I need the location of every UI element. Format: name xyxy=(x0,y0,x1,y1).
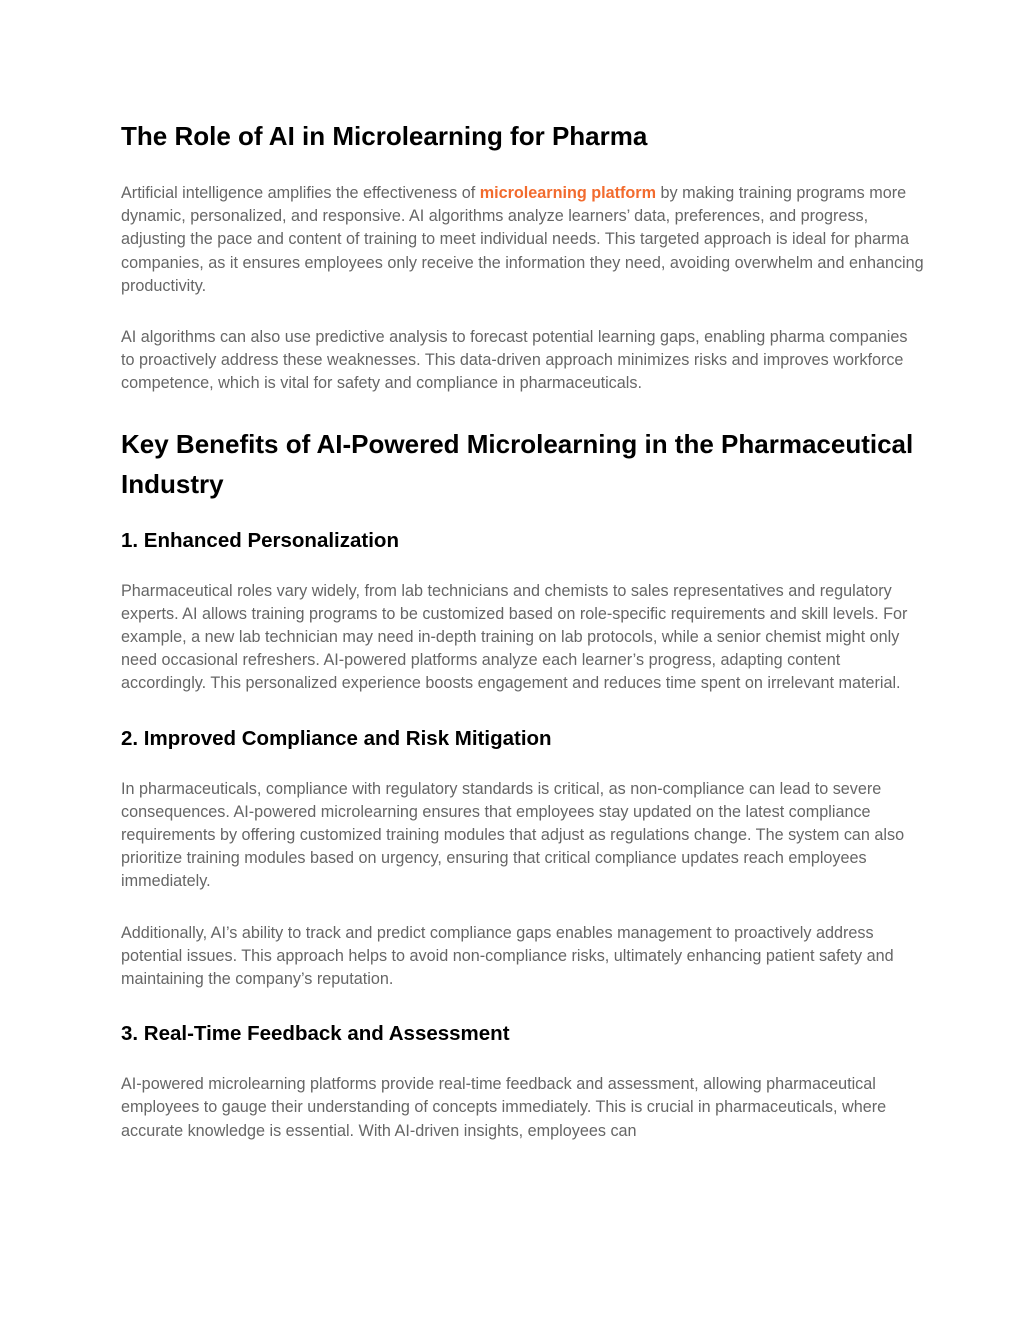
section-heading-feedback: 3. Real-Time Feedback and Assessment xyxy=(121,1022,510,1046)
intro-paragraph xyxy=(121,182,924,298)
feedback-paragraph: AI-powered microlearning platforms provide real-time feedback and assessment, allowing pharmaceutical employees to gauge their understanding of concepts immediately. This is crucial in pharmaceuticals, where accurate knowledge is essential. With AI-driven insights, employees can xyxy=(121,1075,887,1140)
predictive-analysis-paragraph: AI algorithms can also use predictive analysis to forecast potential learning gaps, enabling pharma companies to proactively address these weaknesses. This data-driven approach minimizes risks and improves workforce competence, which is vital for safety and compliance in pharmaceuticals. xyxy=(121,328,908,393)
section-heading-compliance: 2. Improved Compliance and Risk Mitigation xyxy=(121,726,552,750)
section-heading-personalization: 1. Enhanced Personalization xyxy=(121,528,399,552)
microlearning-platform-link[interactable]: microlearning platform xyxy=(479,184,656,202)
intro-text-after: by making training programs more dynamic, personalized, and responsive. AI algorithms analyze learners’ data, preferences, and progress, adjusting the pace and content of training to meet individual needs. This targeted approach is ideal for pharma companies, as it ensures employees only receive the information they need, avoiding overwhelm and enhancing productivity. xyxy=(121,184,924,295)
personalization-paragraph: Pharmaceutical roles vary widely, from lab technicians and chemists to sales representatives and regulatory experts. AI allows training programs to be customized based on role-specific requirements and skill levels. For example, a new lab technician may need in-depth training on lab protocols, while a senior chemist might only need occasional refreshers. AI-powered platforms analyze each learner’s progress, adapting content accordingly. This personalized experience boosts engagement and reduces time spent on irrelevant material. xyxy=(121,581,908,693)
page-title: The Role of AI in Microlearning for Pharma xyxy=(121,121,648,151)
intro-text-before: Artificial intelligence amplifies the effectiveness of xyxy=(121,184,480,202)
compliance-paragraph-1: In pharmaceuticals, compliance with regulatory standards is critical, as non-compliance can lead to severe consequences. AI-powered microlearning ensures that employees stay updated on the latest compliance requirements by offering customized training modules that adjust as regulations change. The system can also prioritize training modules based on urgency, ensuring that critical compliance updates reach employees immediately. xyxy=(121,779,905,891)
key-benefits-heading: Key Benefits of AI-Powered Microlearning in the Pharmaceutical Industry xyxy=(121,428,914,499)
compliance-paragraph-2: Additionally, AI’s ability to track and predict compliance gaps enables management to proactively address potential issues. This approach helps to avoid non-compliance risks, ultimately enhancing patient safety and maintaining the company’s reputation. xyxy=(121,923,894,989)
